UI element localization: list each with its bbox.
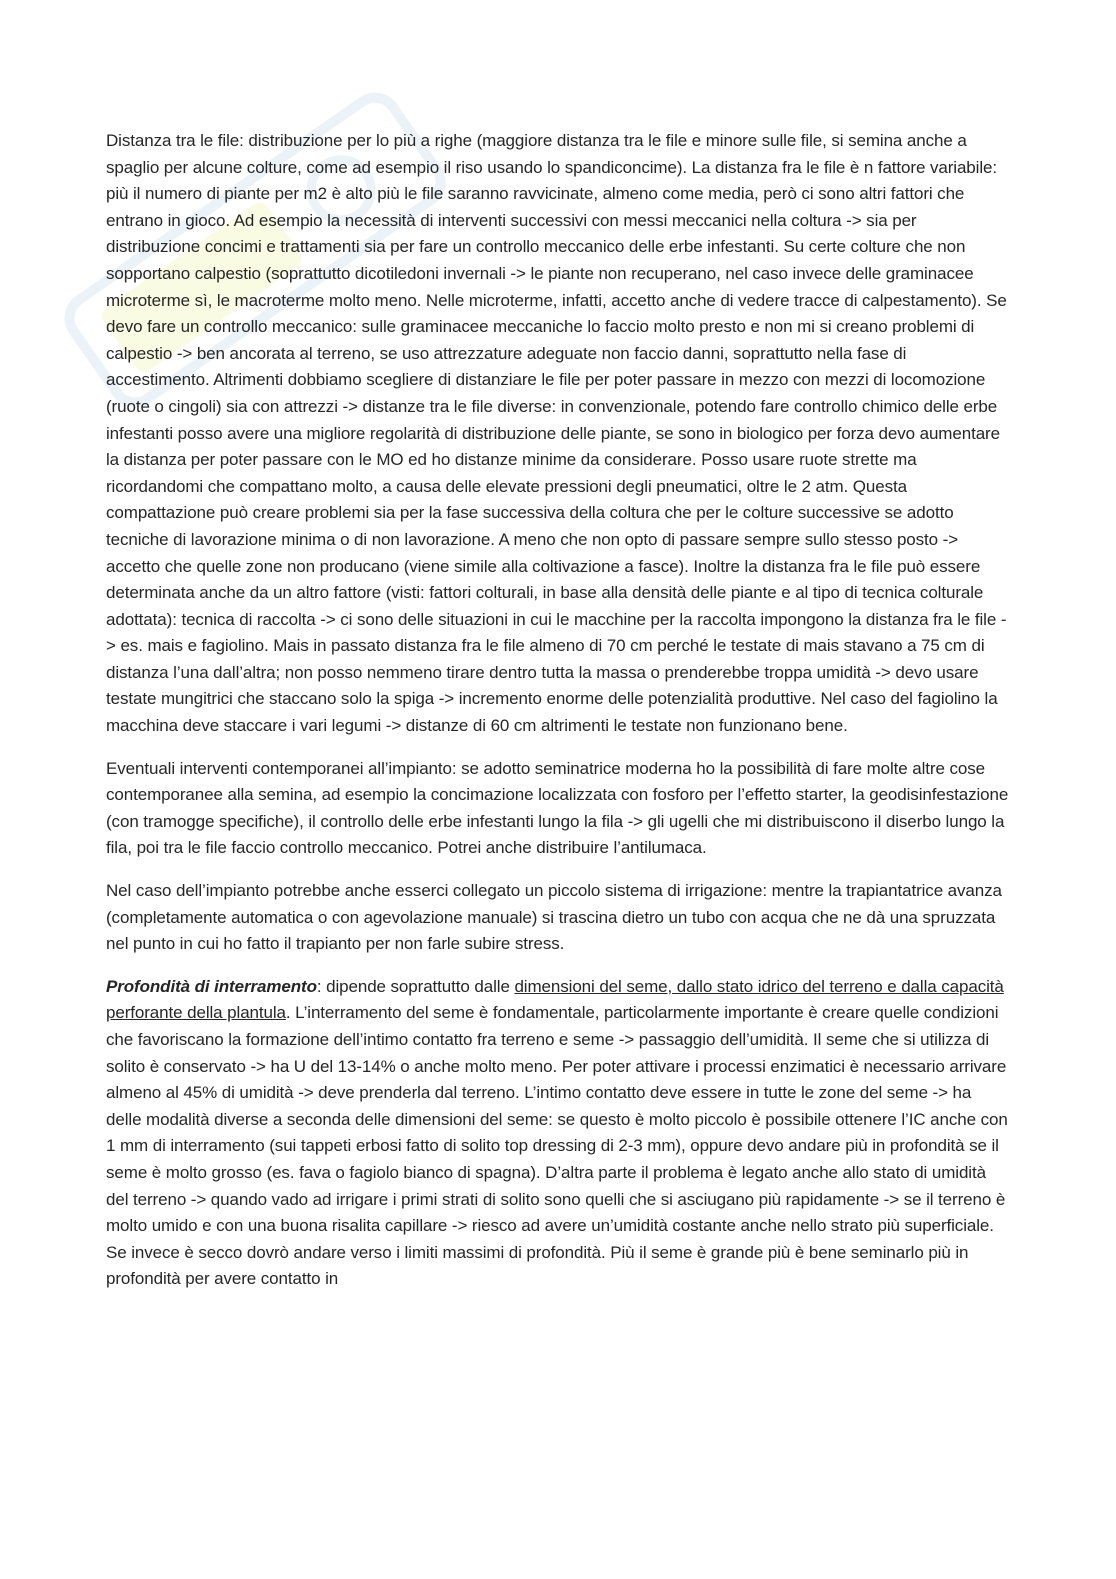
depth-factors-underlined: dimensioni del seme, dallo stato idrico del terreno e dalla capacità perforante della plantula	[106, 976, 1004, 1023]
paragraph-contemporary-interventions: Eventuali interventi contemporanei all’impianto: se adotto seminatrice moderna ho la possibilità di fare molte altre cose contemporanee alla semina, ad esempio la concimazione localizzata con fosforo per l’effetto starter, la geodisinfestazione (con tramogge specifiche), il controllo delle erbe infestanti lungo la fila -> gli ugelli che mi distribuiscono il diserbo lungo la fila, poi tra le file faccio controllo meccanico. Potrei anche distribuire l’antilumaca.	[106, 758, 1009, 858]
paragraph-irrigation-system: Nel caso dell’impianto potrebbe anche esserci collegato un piccolo sistema di irrigazione: mentre la trapiantatrice avanza (completamente automatica o con agevolazione manuale) si trascina dietro un tubo con acqua che ne dà una spruzzata nel punto in cui ho fatto il trapianto per non farle subire stress.	[106, 881, 1002, 954]
depth-term: Profondità di interramento	[106, 976, 317, 996]
paragraph-sowing-depth	[106, 974, 1011, 1293]
depth-intro: : dipende soprattutto dalle	[316, 976, 515, 996]
document-body	[106, 128, 1011, 1309]
depth-body: . L’interramento del seme è fondamentale, particolarmente importante è creare quelle condizioni che favoriscano la formazione dell’intimo contatto fra terreno e seme -> passaggio dell’umidità. Il seme che si utilizza di solito è conservato -> ha U del 13-14% o anche molto meno. Per poter attivare i processi enzimatici è necessario arrivare almeno al 45% di umidità -> deve prenderla dal terreno. L’intimo contatto deve essere in tutte le zone del seme -> ha delle modalità diverse a seconda delle dimensioni del seme: se questo è molto piccolo è possibile ottenere l’IC anche con 1 mm di interramento (sui tappeti erbosi fatto di solito top dressing di 2-3 mm), oppure devo andare più in profondità se il seme è molto grosso (es. fava o fagiolo bianco di spagna). D’altra parte il problema è legato anche allo stato di umidità del terreno -> quando vado ad irrigare i primi strati di solito sono quelli che si asciugano più rapidamente -> se il terreno è molto umido e con una buona risalita capillare -> riesco ad avere un’umidità costante anche nello strato più superficiale. Se invece è secco dovrò andare verso i limiti massimi di profondità. Più il seme è grande più è bene seminarlo più in profondità per avere contatto in	[106, 1003, 1008, 1289]
paragraph-row-spacing: Distanza tra le file: distribuzione per lo più a righe (maggiore distanza tra le file e minore sulle file, si semina anche a spaglio per alcune colture, come ad esempio il riso usando lo spandiconcime). La distanza fra le file è n fattore variabile: più il numero di piante per m2 è alto più le file saranno ravvicinate, almeno come media, però ci sono altri fattori che entrano in gioco. Ad esempio la necessità di interventi successivi con messi meccanici nella coltura -> sia per distribuzione concimi e trattamenti sia per fare un controllo meccanico delle erbe infestanti. Su certe colture che non sopportano calpestio (soprattutto dicotiledoni invernali -> le piante non recuperano, nel caso invece delle graminacee microterme sì, le macroterme molto meno. Nelle microterme, infatti, accetto anche di vedere tracce di calpestamento). Se devo fare un controllo meccanico: sulle graminacee meccaniche lo faccio molto presto e non mi si creano problemi di calpestio -> ben ancorata al terreno, se uso attrezzature adeguate non faccio danni, soprattutto nella fase di accestimento. Altrimenti dobbiamo scegliere di distanziare le file per poter passare in mezzo con mezzi di locomozione (ruote o cingoli) sia con attrezzi -> distanze tra le file diverse: in convenzionale, potendo fare controllo chimico delle erbe infestanti posso avere una migliore regolarità di distribuzione delle piante, se sono in biologico per forza devo aumentare la distanza per poter passare con le MO ed ho distanze minime da considerare. Posso usare ruote strette ma ricordandomi che compattano molto, a causa delle elevate pressioni degli pneumatici, oltre le 2 atm. Questa compattazione può creare problemi sia per la fase successiva della coltura che per le colture successive se adotto tecniche di lavorazione minima o di non lavorazione. A meno che non opto di passare sempre sullo stesso posto -> accetto che quelle zone non producano (viene simile alla coltivazione a fasce). Inoltre la distanza fra le file può essere determinata anche da un altro fattore (visti: fattori colturali, in base alla densità delle piante e al tipo di tecnica colturale adottata): tecnica di raccolta -> ci sono delle situazioni in cui le macchine per la raccolta impongono la distanza fra le file -> es. mais e fagiolino. Mais in passato distanza fra le file almeno di 70 cm perché le testate di mais stavano a 75 cm di distanza l’una dall’altra; non posso nemmeno tirare dentro tutta la massa o prenderebbe troppa umidità -> devo usare testate mungitrici che staccano solo la spiga -> incremento enorme delle potenzialità produttive. Nel caso del fagiolino la macchina deve staccare i vari legumi -> distanze di 60 cm altrimenti le testate non funzionano bene.	[106, 131, 1007, 736]
